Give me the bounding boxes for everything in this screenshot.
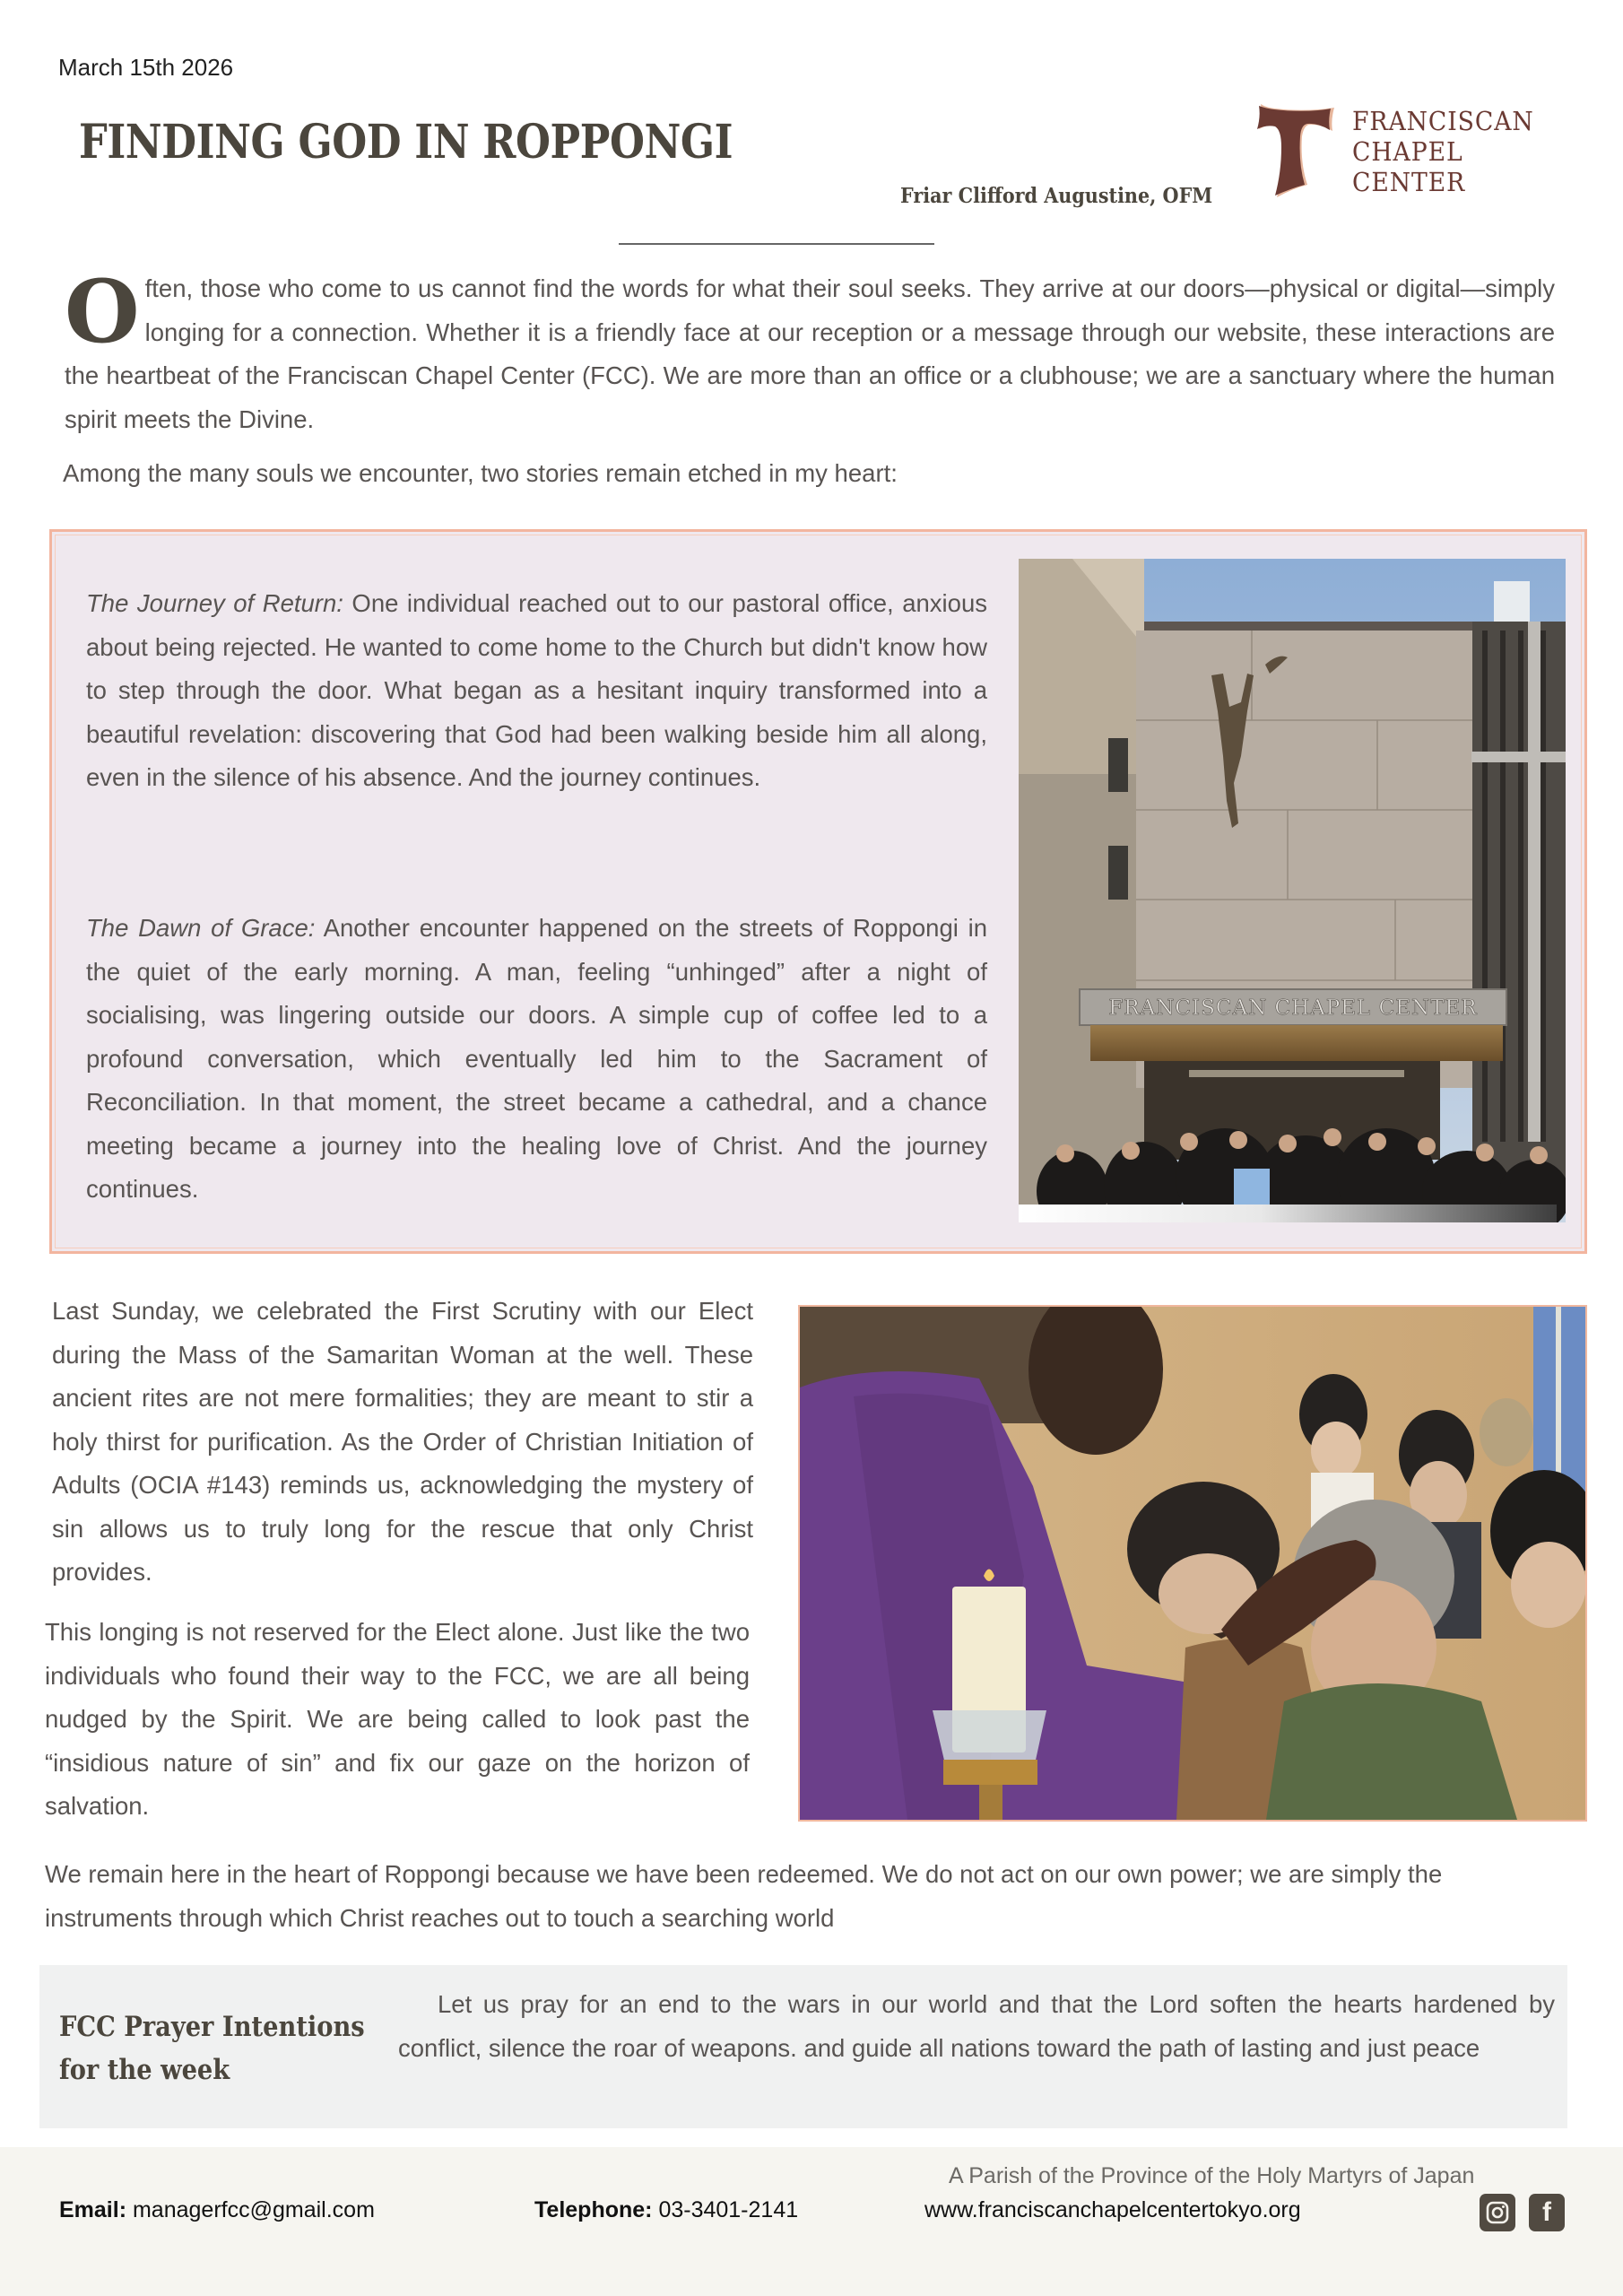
story-text: Another encounter happened on the streets of Roppongi in the quiet of the early morning. A man, feeling “unhinged” after a night of socialising, was lingering outside our doors. A simple cup of coffee led to a profound conversation, which eventually led him to the Sacrament of Reconciliation. In that moment, the street became a cathedral, and a chance meeting became a journey into the healing love of Christ. And the journey continues. [86, 914, 988, 1203]
email-link[interactable]: managerfcc@gmail.com [132, 2197, 375, 2222]
telephone-contact [534, 2197, 798, 2223]
logo-line-3: CENTER [1352, 167, 1466, 197]
facebook-button[interactable] [1529, 2194, 1565, 2231]
scrutiny-rite-photo [798, 1305, 1587, 1822]
franciscan-chapel-center-logo [1257, 100, 1544, 199]
facebook-icon: f [1542, 2197, 1551, 2227]
closing-paragraph: We remain here in the heart of Roppongi because we have been redeemed. We do not act on our own power; we are simply the instruments through which Christ reaches out to touch a searching world [45, 1860, 1443, 1932]
stories-lead-in: Among the many souls we encounter, two stories remain etched in my heart: [63, 459, 898, 487]
chapel-building-photo [1019, 559, 1566, 1222]
instagram-button[interactable] [1480, 2194, 1515, 2231]
email-contact [59, 2197, 375, 2223]
prayer-intention-text: Let us pray for an end to the wars in our world and that the Lord soften the hearts hardened by conflict, silence the roar of weapons. and guide all nations toward the path of lasting and just peace [398, 1990, 1555, 2062]
drop-cap: O [65, 261, 140, 362]
email-label: Email: [59, 2197, 127, 2222]
scrutiny-paragraph: Last Sunday, we celebrated the First Scrutiny with our Elect during the Mass of the Samaritan Woman at the well. These ancient rites are not mere formalities; they are meant to stir a holy thirst for purification. As the Order of Christian Initiation of Adults (OCIA #143) reminds us, acknowledging the mystery of sin allows us to truly long for the rescue that only Christ provides. [52, 1297, 753, 1586]
author-byline: Friar Clifford Augustine, OFM [900, 184, 1213, 208]
instagram-icon [1486, 2201, 1509, 2224]
footer [0, 2147, 1623, 2296]
stories-box [49, 529, 1587, 1254]
prayer-intentions-title [59, 2005, 365, 2092]
parish-affiliation: A Parish of the Province of the Holy Martyrs of Japan [949, 2163, 1475, 2188]
page-title: FINDING GOD IN ROPPONGI [79, 115, 733, 170]
intro-paragraph [65, 261, 1555, 441]
title-divider [619, 243, 934, 245]
building-sign: FRANCISCAN CHAPEL CENTER [1108, 996, 1478, 1020]
story-dawn-of-grace [86, 907, 987, 1212]
logo-line-1: FRANCISCAN [1352, 106, 1534, 136]
newsletter-date: March 15th 2026 [58, 54, 234, 81]
prayer-intentions-box [39, 1965, 1567, 2128]
website-link[interactable]: www.franciscanchapelcentertokyo.org [924, 2197, 1301, 2222]
story-journey-of-return [86, 582, 987, 800]
logo-line-2: CHAPEL [1352, 136, 1463, 167]
longing-paragraph: This longing is not reserved for the Elect alone. Just like the two individuals who found their way to the FCC, we are all being nudged by the Spirit. We are being called to look past the “insidious nature of sin” and fix our gaze on the horizon of salvation. [45, 1618, 750, 1820]
telephone-label: Telephone: [534, 2197, 653, 2222]
prayer-title-line-1: FCC Prayer Intentions [59, 2011, 365, 2043]
story-heading: The Journey of Return: [86, 589, 343, 617]
story-heading: The Dawn of Grace: [86, 914, 316, 942]
telephone-link[interactable]: 03-3401-2141 [658, 2197, 799, 2222]
tau-cross-icon [1257, 100, 1340, 197]
story-text: One individual reached out to our pastoral office, anxious about being rejected. He wanted to come home to the Church but didn't know how to step through the door. What began as a hesitant inquiry transformed into a beautiful revelation: discovering that God had been walking beside him all along, even in the silence of his absence. And the journey continues. [86, 589, 987, 791]
prayer-title-line-2: for the week [59, 2054, 230, 2086]
intro-text: ften, those who come to us cannot find the words for what their soul seeks. They arrive at our doors—physical or digital—simply longing for a connection. Whether it is a friendly face at our reception or a message through our website, these interactions are the heartbeat of the Franciscan Chapel Center (FCC). We are more than an office or a clubhouse; we are a sanctuary where the human spirit meets the Divine. [65, 274, 1555, 433]
